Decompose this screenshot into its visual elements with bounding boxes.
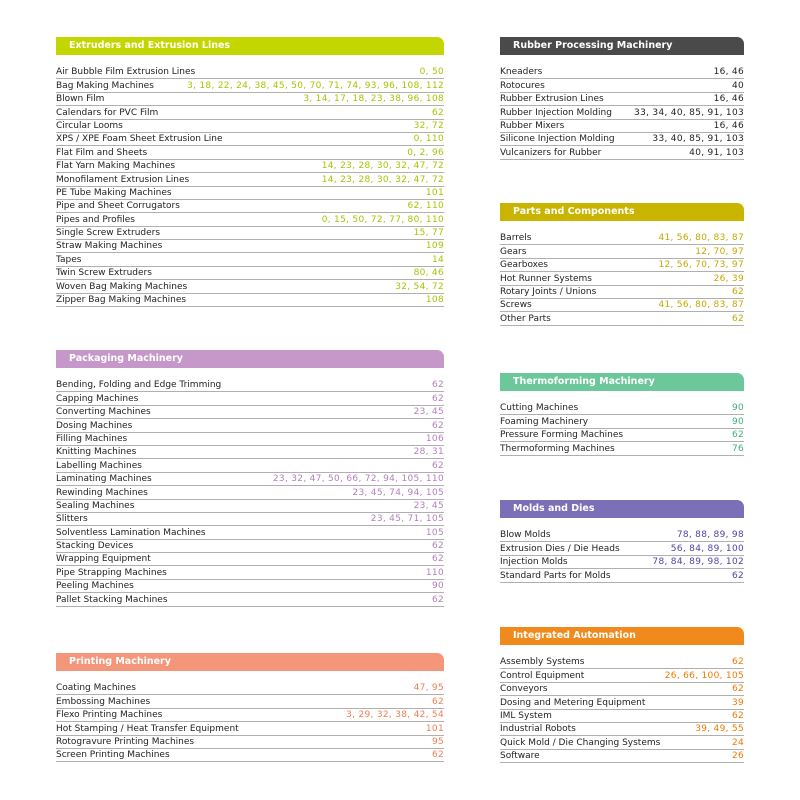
entry-label: Flat Film and Sheets <box>56 147 148 158</box>
entry-row <box>56 240 444 253</box>
entry-label: Pipe Strapping Machines <box>56 567 167 578</box>
entry-row <box>56 553 444 566</box>
entry-row <box>56 433 444 446</box>
section-title: Molds and Dies <box>500 500 744 518</box>
entry-label: Air Bubble Film Extrusion Lines <box>56 67 196 78</box>
entry-pages: 78, 84, 89, 98, 102 <box>652 557 744 568</box>
entry-pages: 105 <box>425 527 444 538</box>
entry-label: Wrapping Equipment <box>56 554 151 565</box>
entry-pages: 95 <box>431 736 444 747</box>
entry-label: Straw Making Machines <box>56 241 163 252</box>
entry-pages: 62 <box>731 710 744 721</box>
entry-pages: 0, 15, 50, 72, 77, 80, 110 <box>321 214 444 225</box>
entry-pages: 41, 56, 80, 83, 87 <box>658 233 744 244</box>
entry-list <box>500 66 744 160</box>
entry-row <box>56 213 444 226</box>
entry-row <box>500 272 744 285</box>
entry-label: Other Parts <box>500 313 551 324</box>
entry-label: Software <box>500 751 540 762</box>
entry-label: Bag Making Machines <box>56 80 154 91</box>
entry-pages: 33, 40, 85, 91, 103 <box>652 134 744 145</box>
entry-label: Slitters <box>56 514 88 525</box>
section-title: Printing Machinery <box>56 653 444 671</box>
entry-label: Labelling Machines <box>56 460 142 471</box>
entry-pages: 40 <box>731 80 744 91</box>
entry-pages: 62 <box>431 107 444 118</box>
entry-pages: 26, 66, 100, 105 <box>664 670 744 681</box>
entry-label: Gearboxes <box>500 260 548 271</box>
entry-pages: 3, 14, 17, 18, 23, 38, 96, 108 <box>303 94 444 105</box>
entry-row <box>500 286 744 299</box>
entry-row <box>56 200 444 213</box>
entry-row <box>56 419 444 432</box>
entry-label: Silicone Injection Molding <box>500 134 615 145</box>
entry-label: Twin Screw Extruders <box>56 268 152 279</box>
entry-pages: 14 <box>431 254 444 265</box>
entry-row <box>500 133 744 146</box>
entry-pages: 23, 45 <box>413 407 444 418</box>
entry-label: Screws <box>500 300 532 311</box>
entry-pages: 23, 45, 71, 105 <box>370 514 444 525</box>
entry-row <box>500 232 744 245</box>
entry-row <box>56 187 444 200</box>
entry-pages: 80, 46 <box>413 268 444 279</box>
entry-pages: 0, 110 <box>413 134 444 145</box>
entry-row <box>56 146 444 159</box>
entry-label: Thermoforming Machines <box>500 443 615 454</box>
entry-pages: 12, 70, 97 <box>695 246 744 257</box>
entry-label: Woven Bag Making Machines <box>56 281 188 292</box>
entry-pages: 101 <box>425 723 444 734</box>
entry-label: Injection Molds <box>500 557 568 568</box>
entry-label: Rubber Injection Molding <box>500 107 612 118</box>
entry-pages: 24 <box>731 737 744 748</box>
entry-pages: 39, 49, 55 <box>695 724 744 735</box>
section-parts <box>500 203 744 326</box>
entry-pages: 62, 110 <box>407 201 444 212</box>
entry-label: Blow Molds <box>500 530 551 541</box>
entry-pages: 16, 46 <box>713 120 744 131</box>
entry-pages: 62 <box>431 380 444 391</box>
entry-row <box>56 160 444 173</box>
entry-row <box>500 569 744 582</box>
entry-row <box>500 656 744 669</box>
entry-label: Screen Printing Machines <box>56 750 170 761</box>
entry-row <box>56 79 444 92</box>
entry-pages: 62 <box>731 657 744 668</box>
entry-row <box>56 446 444 459</box>
entry-label: Pallet Stacking Machines <box>56 594 168 605</box>
entry-pages: 90 <box>731 416 744 427</box>
entry-row <box>500 66 744 79</box>
entry-pages: 62 <box>731 684 744 695</box>
entry-row <box>56 106 444 119</box>
entry-label: Sealing Machines <box>56 500 135 511</box>
entry-row <box>56 406 444 419</box>
section-title: Extruders and Extrusion Lines <box>56 37 444 55</box>
entry-pages: 32, 72 <box>413 120 444 131</box>
entry-label: Flexo Printing Machines <box>56 710 163 721</box>
entry-label: Dosing and Metering Equipment <box>500 697 646 708</box>
entry-label: Assembly Systems <box>500 657 585 668</box>
entry-label: Conveyors <box>500 684 548 695</box>
entry-label: Cutting Machines <box>500 403 579 414</box>
entry-row <box>56 227 444 240</box>
section-packaging <box>56 350 444 607</box>
entry-pages: 16, 46 <box>713 94 744 105</box>
entry-pages: 33, 34, 40, 85, 91, 103 <box>634 107 744 118</box>
entry-row <box>56 513 444 526</box>
entry-pages: 62 <box>431 696 444 707</box>
entry-label: IML System <box>500 710 552 721</box>
entry-pages: 78, 88, 89, 98 <box>676 530 744 541</box>
entry-row <box>500 245 744 258</box>
entry-label: Calendars for PVC Film <box>56 107 159 118</box>
entry-pages: 62 <box>431 420 444 431</box>
entry-row <box>56 473 444 486</box>
entry-label: Knitting Machines <box>56 447 137 458</box>
entry-pages: 106 <box>425 433 444 444</box>
entry-label: Extrusion Dies / Die Heads <box>500 543 620 554</box>
entry-row <box>56 695 444 708</box>
entry-row <box>500 299 744 312</box>
entry-pages: 41, 56, 80, 83, 87 <box>658 300 744 311</box>
entry-pages: 3, 18, 22, 24, 38, 45, 50, 70, 71, 74, 93, 96, 108, 112 <box>187 80 444 91</box>
entry-label: Barrels <box>500 233 532 244</box>
entry-pages: 62 <box>731 430 744 441</box>
section-printing <box>56 653 444 762</box>
entry-row <box>500 429 744 442</box>
entry-pages: 56, 84, 89, 100 <box>670 543 744 554</box>
entry-pages: 62 <box>431 554 444 565</box>
entry-label: Filling Machines <box>56 433 128 444</box>
entry-row <box>56 392 444 405</box>
entry-row <box>500 312 744 325</box>
entry-row <box>500 79 744 92</box>
section-molds <box>500 500 744 583</box>
entry-pages: 0, 50 <box>419 67 444 78</box>
entry-label: Vulcanizers for Rubber <box>500 147 602 158</box>
entry-row <box>56 280 444 293</box>
entry-row <box>500 529 744 542</box>
entry-label: Quick Mold / Die Changing Systems <box>500 737 661 748</box>
entry-label: Standard Parts for Molds <box>500 570 611 581</box>
entry-row <box>500 106 744 119</box>
entry-row <box>56 294 444 307</box>
entry-label: Hot Stamping / Heat Transfer Equipment <box>56 723 239 734</box>
section-title: Integrated Automation <box>500 627 744 645</box>
entry-label: Rubber Mixers <box>500 120 565 131</box>
entry-label: Pipe and Sheet Corrugators <box>56 201 180 212</box>
entry-pages: 26, 39 <box>713 273 744 284</box>
entry-label: Rotocures <box>500 80 545 91</box>
entry-pages: 32, 54, 72 <box>395 281 444 292</box>
entry-label: Capping Machines <box>56 393 139 404</box>
entry-pages: 90 <box>731 403 744 414</box>
entry-label: Monofilament Extrusion Lines <box>56 174 190 185</box>
entry-label: Control Equipment <box>500 670 585 681</box>
entry-row <box>56 593 444 606</box>
entry-label: Dosing Machines <box>56 420 133 431</box>
entry-list <box>500 402 744 456</box>
entry-label: PE Tube Making Machines <box>56 187 172 198</box>
entry-row <box>500 542 744 555</box>
entry-row <box>56 500 444 513</box>
entry-pages: 101 <box>425 187 444 198</box>
entry-row <box>500 402 744 415</box>
entry-label: Kneaders <box>500 67 543 78</box>
entry-label: Converting Machines <box>56 407 151 418</box>
entry-label: Bending, Folding and Edge Trimming <box>56 380 222 391</box>
entry-pages: 62 <box>731 313 744 324</box>
entry-label: Rubber Extrusion Lines <box>500 94 604 105</box>
entry-pages: 23, 32, 47, 50, 66, 72, 94, 105, 110 <box>272 474 444 485</box>
entry-pages: 39 <box>731 697 744 708</box>
entry-pages: 16, 46 <box>713 67 744 78</box>
entry-label: Laminating Machines <box>56 474 152 485</box>
entry-pages: 62 <box>431 750 444 761</box>
entry-row <box>56 526 444 539</box>
entry-list <box>500 656 744 763</box>
entry-row <box>500 146 744 159</box>
entry-row <box>500 696 744 709</box>
entry-pages: 26 <box>731 751 744 762</box>
entry-label: Embossing Machines <box>56 696 151 707</box>
entry-label: Single Screw Extruders <box>56 228 161 239</box>
entry-row <box>500 669 744 682</box>
entry-label: Rewinding Machines <box>56 487 148 498</box>
entry-label: Coating Machines <box>56 683 136 694</box>
entry-label: Pipes and Profiles <box>56 214 135 225</box>
entry-row <box>500 259 744 272</box>
entry-row <box>56 540 444 553</box>
entry-row <box>500 556 744 569</box>
entry-pages: 62 <box>731 286 744 297</box>
entry-row <box>500 120 744 133</box>
entry-list <box>56 379 444 607</box>
entry-pages: 15, 77 <box>413 228 444 239</box>
entry-pages: 14, 23, 28, 30, 32, 47, 72 <box>321 161 444 172</box>
entry-pages: 62 <box>431 594 444 605</box>
section-thermoforming <box>500 373 744 456</box>
entry-label: Zipper Bag Making Machines <box>56 295 187 306</box>
section-title: Thermoforming Machinery <box>500 373 744 391</box>
entry-label: Stacking Devices <box>56 541 134 552</box>
entry-row <box>500 750 744 763</box>
section-extruders <box>56 37 444 307</box>
entry-row <box>56 66 444 79</box>
entry-label: Industrial Robots <box>500 724 576 735</box>
entry-pages: 14, 23, 28, 30, 32, 47, 72 <box>321 174 444 185</box>
entry-row <box>500 415 744 428</box>
entry-pages: 108 <box>425 295 444 306</box>
entry-label: Rotary Joints / Unions <box>500 286 597 297</box>
entry-pages: 76 <box>731 443 744 454</box>
entry-pages: 0, 2, 96 <box>407 147 444 158</box>
section-title: Packaging Machinery <box>56 350 444 368</box>
entry-label: Flat Yarn Making Machines <box>56 161 176 172</box>
entry-label: Circular Looms <box>56 120 123 131</box>
entry-row <box>500 442 744 455</box>
entry-row <box>56 580 444 593</box>
entry-pages: 90 <box>431 581 444 592</box>
entry-label: Solventless Lamination Machines <box>56 527 206 538</box>
entry-row <box>56 486 444 499</box>
entry-row <box>56 722 444 735</box>
entry-row <box>56 749 444 762</box>
entry-row <box>56 709 444 722</box>
entry-pages: 62 <box>431 541 444 552</box>
entry-label: Rotogravure Printing Machines <box>56 736 195 747</box>
entry-row <box>500 683 744 696</box>
entry-row <box>56 253 444 266</box>
section-automation <box>500 627 744 763</box>
entry-pages: 23, 45 <box>413 500 444 511</box>
section-title: Rubber Processing Machinery <box>500 37 744 55</box>
entry-label: Hot Runner Systems <box>500 273 592 284</box>
entry-list <box>500 529 744 583</box>
entry-label: Tapes <box>56 254 82 265</box>
entry-row <box>500 93 744 106</box>
entry-pages: 12, 56, 70, 73, 97 <box>658 260 744 271</box>
entry-list <box>56 66 444 307</box>
section-title: Parts and Components <box>500 203 744 221</box>
entry-pages: 62 <box>731 570 744 581</box>
entry-pages: 62 <box>431 460 444 471</box>
section-rubber <box>500 37 744 160</box>
entry-row <box>56 93 444 106</box>
entry-pages: 28, 31 <box>413 447 444 458</box>
entry-list <box>500 232 744 326</box>
entry-row <box>500 736 744 749</box>
entry-row <box>56 133 444 146</box>
entry-label: Foaming Machinery <box>500 416 589 427</box>
entry-row <box>56 173 444 186</box>
entry-pages: 109 <box>425 241 444 252</box>
entry-row <box>56 267 444 280</box>
entry-row <box>56 120 444 133</box>
entry-label: Blown Film <box>56 94 105 105</box>
entry-pages: 3, 29, 32, 38, 42, 54 <box>346 710 444 721</box>
entry-label: Pressure Forming Machines <box>500 430 624 441</box>
entry-label: Gears <box>500 246 527 257</box>
entry-row <box>56 459 444 472</box>
entry-row <box>56 566 444 579</box>
entry-list <box>56 682 444 762</box>
entry-pages: 62 <box>431 393 444 404</box>
entry-label: Peeling Machines <box>56 581 134 592</box>
entry-row <box>500 710 744 723</box>
entry-row <box>500 723 744 736</box>
entry-pages: 23, 45, 74, 94, 105 <box>352 487 444 498</box>
entry-row <box>56 682 444 695</box>
entry-label: XPS / XPE Foam Sheet Extrusion Line <box>56 134 223 145</box>
entry-pages: 110 <box>425 567 444 578</box>
entry-row <box>56 736 444 749</box>
entry-row <box>56 379 444 392</box>
entry-pages: 47, 95 <box>413 683 444 694</box>
entry-pages: 40, 91, 103 <box>689 147 744 158</box>
